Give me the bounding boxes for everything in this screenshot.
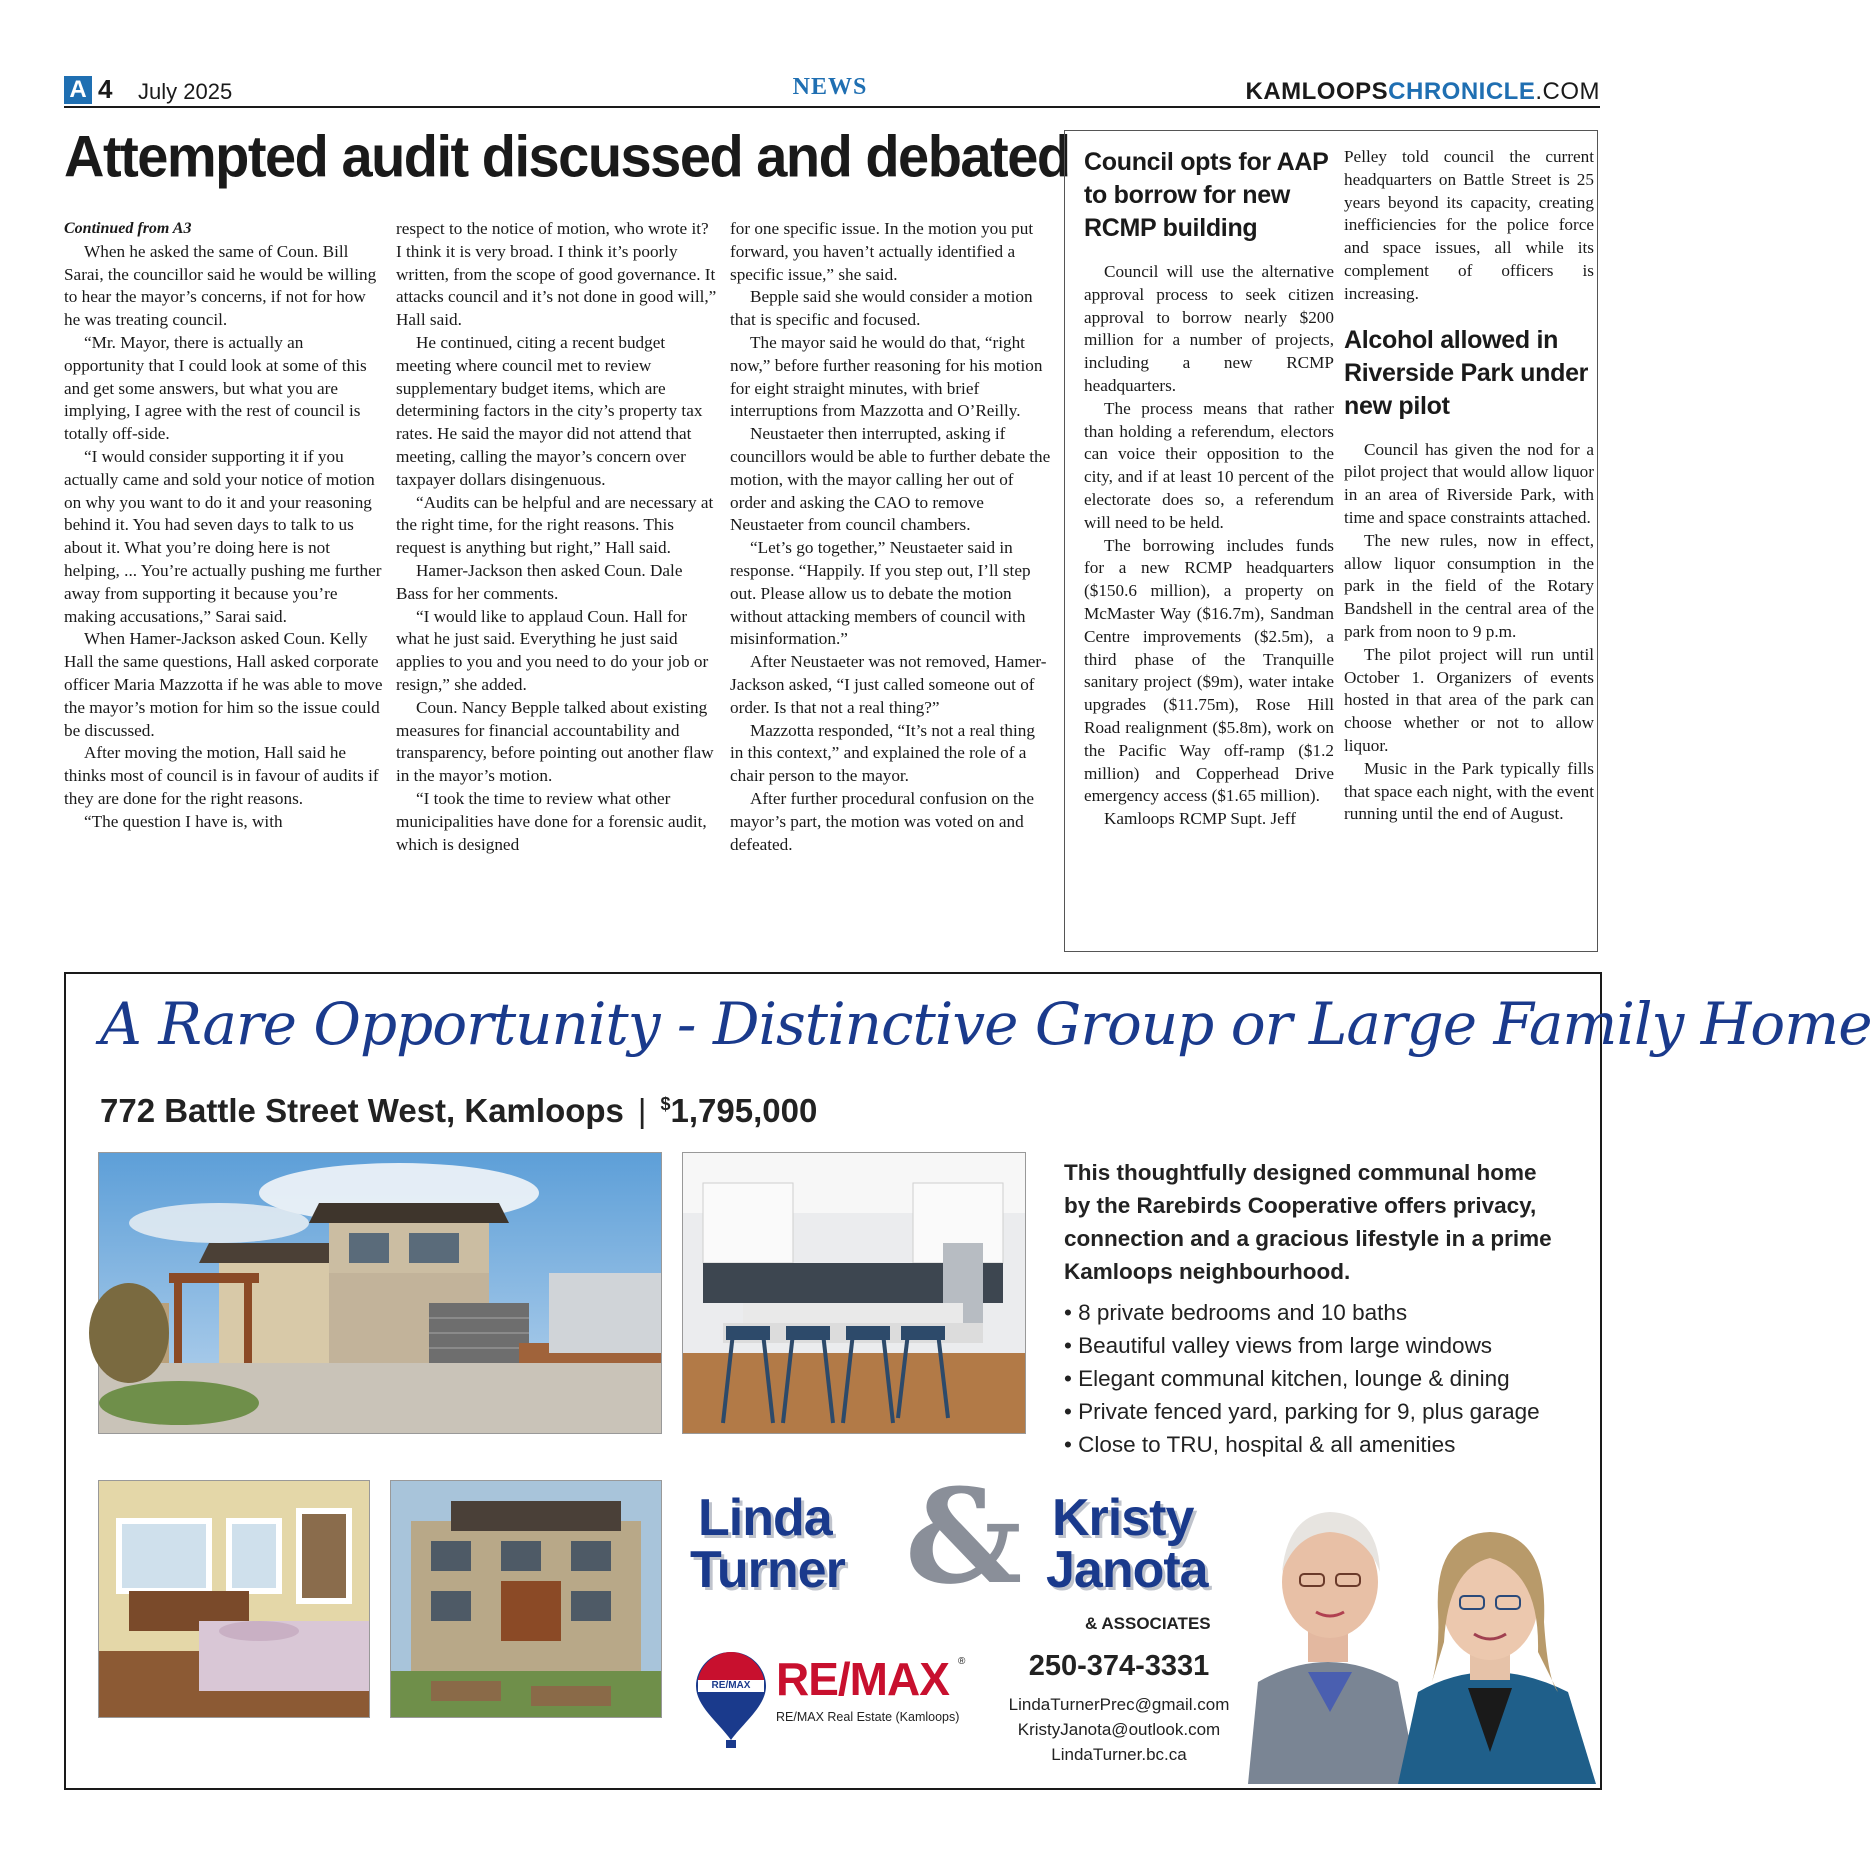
section-label: NEWS (792, 74, 868, 100)
brief-body-rcmp-cont (1344, 146, 1594, 306)
header-rule (64, 106, 1600, 108)
bedroom-image (99, 1481, 369, 1717)
paragraph: “I would consider supporting it if you actually came and sold your notice of motion on why you want to do it and your reasoning behind it. You had seven days to talk to us about it. What you’re doing here is not helping, ... You’re actually pushing me further away from supporting it because you’re making accusations,” Sarai said. (64, 446, 382, 626)
paragraph: Council has given the nod for a pilot project that would allow liquor in an area of Riverside Park, with time and space constraints attached. (1344, 439, 1594, 527)
paragraph: After Neustaeter was not removed, Hamer-Jackson asked, “I just called someone out of order. Is that not a real thing?” (730, 652, 1047, 717)
brief-headline-alcohol: Alcohol allowed in Riverside Park under new pilot (1344, 325, 1589, 420)
photo-bedroom (98, 1480, 370, 1718)
agent2-first-name: Kristy (1052, 1489, 1194, 1547)
col3-body (730, 218, 1052, 856)
paragraph: The pilot project will run until October 1. Organizers of events hosted in that area of the park can choose whether or not to allow liquor. (1344, 644, 1594, 755)
photo-kitchen (682, 1152, 1026, 1434)
ad-feature-list (1064, 1296, 1584, 1461)
paragraph: The borrowing includes funds for a new RCMP headquarters ($150.6 million), a property on McMaster Way ($16.7m), Sandman Centre improvements ($2.5m), a third phase of the Tranquille sanitary project ($9m), water intake upgrades ($11.75m), Rose Hill Road realignment ($5.8m), work on the Pacific Way off-ramp ($1.2 million) and Copperhead Drive emergency access ($1.65 million). (1084, 535, 1334, 806)
paragraph: Hamer-Jackson then asked Coun. Dale Bass for her comments. (396, 560, 683, 603)
remax-wordmark: RE/MAX (776, 1653, 949, 1705)
kitchen-image (683, 1153, 1025, 1433)
paragraph: After further procedural confusion on the mayor’s part, the motion was voted on and defeated. (730, 788, 1034, 854)
paragraph: respect to the notice of motion, who wrote it? I think it is very broad. I think it’s poorly written, from the scope of good governance. It attacks council and it’s not done in good will,” Hall said. (396, 219, 717, 330)
article-headline: Attempted audit discussed and debated (64, 123, 1070, 190)
col1-body (64, 241, 386, 834)
site-url-part2: CHRONICLE (1388, 78, 1536, 105)
paragraph: Mazzotta responded, “It’s not a real thing in this context,” and explained the role of a chair person to the mayor. (730, 720, 1035, 786)
remax-registered-mark: ® (958, 1656, 966, 1667)
ad-script-title: A Rare Opportunity - Distinctive Group or Large Family Home (100, 990, 1872, 1058)
paragraph: When he asked the same of Coun. Bill Sarai, the councillor said he would be willing to hear the mayor’s concerns, if not for how he was treating council. (64, 241, 377, 330)
photo-house-exterior (98, 1152, 662, 1434)
brief-body-alcohol (1344, 439, 1594, 827)
paragraph: “Audits can be helpful and are necessary at the right time, for the right reasons. This request is anything but right,” Hall said. (396, 492, 714, 558)
feature-item: • Elegant communal kitchen, lounge & dining (1064, 1362, 1584, 1395)
brief-column-2 (1344, 146, 1594, 826)
paragraph: After moving the motion, Hall said he thinks most of council is in favour of audits if they are done for the right reasons. (64, 743, 379, 808)
paragraph: Music in the Park typically fills that space each night, with the event running until the end of August. (1344, 758, 1594, 824)
agent1-first-name: Linda (698, 1489, 832, 1547)
col2-body (396, 218, 718, 856)
page-number: 4 (98, 74, 113, 104)
associates-label: & ASSOCIATES (1085, 1614, 1211, 1633)
agent-website[interactable]: LindaTurner.bc.ca (1051, 1745, 1187, 1764)
paragraph: Kamloops RCMP Supt. Jeff (1104, 809, 1296, 829)
photo-back-exterior (390, 1480, 662, 1718)
paragraph: “I would like to applaud Coun. Hall for what he just said. Everything he just said applies to you and you need to do your job or resign,” she added. (396, 606, 709, 694)
feature-item: • Beautiful valley views from large windows (1064, 1329, 1584, 1362)
paragraph: The new rules, now in effect, allow liquor consumption in the park in the field of the Rotary Bandshell in the central area of the park from noon to 9 p.m. (1344, 530, 1594, 641)
feature-item: • Close to TRU, hospital & all amenities (1064, 1428, 1584, 1461)
paragraph: Coun. Nancy Bepple talked about existing measures for financial accountability and transparency, before pointing out another flaw in the mayor’s motion. (396, 697, 714, 786)
agents-portrait-image (1248, 1462, 1596, 1784)
agents-ampersand: & (905, 1460, 1023, 1613)
brief-headline-rcmp: Council opts for AAP to borrow for new RCMP building (1084, 148, 1329, 242)
paragraph: Council will use the alternative approval process to seek citizen approval to borrow nearly $200 million for a number of projects, including a new RCMP headquarters. (1084, 262, 1334, 395)
paragraph: “I took the time to review what other municipalities have done for a forensic audit, which is designed (396, 788, 707, 854)
paragraph: He continued, citing a recent budget meeting where council met to review supplementary budget items, which are determining factors in the city’s property tax rates. He said the mayor did not attend that meeting, calling the mayor’s concern over taxpayer dollars disingenuous. (396, 332, 703, 489)
paragraph: Bepple said she would consider a motion that is specific and focused. (730, 287, 1033, 330)
site-url-part3: .COM (1535, 78, 1600, 105)
brief-body-rcmp (1084, 261, 1334, 831)
paragraph: “The question I have is, with (84, 811, 283, 831)
ad-address-line (100, 1092, 817, 1130)
article-column-2 (396, 218, 718, 856)
paragraph: “Let’s go together,” Neustaeter said in response. “Happily. If you step out, I’ll step out. Please allow us to debate the motion without attacking members of council with misinformation.” (730, 538, 1031, 649)
agent-contacts (984, 1692, 1254, 1767)
ad-address: 772 Battle Street West, Kamloops (100, 1092, 624, 1129)
remax-balloon-logo (694, 1650, 768, 1750)
email-linda[interactable]: LindaTurnerPrec@gmail.com (1008, 1695, 1230, 1714)
paragraph: When Hamer-Jackson asked Coun. Kelly Hall the same questions, Hall asked corporate officer Maria Mazzotta if he was able to move the mayor’s motion for him so the issue could be discussed. (64, 629, 383, 740)
continued-from: Continued from A3 (64, 220, 192, 237)
paragraph: Neustaeter then interrupted, asking if councillors would be able to further debate the motion, with the mayor calling her out of order and asking the CAO to remove Neustaeter from council chambers. (730, 424, 1051, 535)
balloon-label: RE/MAX (711, 1680, 751, 1691)
article-column-3 (730, 218, 1052, 856)
ad-price: 1,795,000 (670, 1092, 818, 1129)
paragraph: The process means that rather than holding a referendum, electors can voice their opposition to the city, and if at least 10 percent of the electorate does so, a referendum will need to be held. (1084, 398, 1334, 532)
remax-office: RE/MAX Real Estate (Kamloops) (776, 1710, 960, 1724)
ad-description: This thoughtfully designed communal home by the Rarebirds Cooperative offers privacy, connection and a gracious lifestyle in a prime Kamloops neighbourhood. (1064, 1160, 1552, 1284)
article-column-1 (64, 218, 386, 834)
paragraph: “Mr. Mayor, there is actually an opportunity that I could look at some of this and get some answers, but what you are implying, I agree with the rest of council is totally off-side. (64, 332, 367, 444)
house-exterior-image (99, 1153, 661, 1433)
price-symbol: $ (660, 1094, 671, 1114)
feature-item: • Private fenced yard, parking for 9, plus garage (1064, 1395, 1584, 1428)
agents-photo (1248, 1462, 1596, 1784)
brief-column-1 (1084, 146, 1334, 831)
ad-separator: | (637, 1092, 647, 1129)
email-kristy[interactable]: KristyJanota@outlook.com (1017, 1720, 1221, 1739)
page-section-badge: A (64, 76, 92, 104)
agent2-last-name: Janota (1046, 1541, 1208, 1599)
paragraph: Pelley told council the current headquarters on Battle Street is 25 years beyond its capacity, creating inefficiencies for the police force and space issues, all while its complement of officers is increasing. (1344, 147, 1594, 303)
paragraph: for one specific issue. In the motion you put forward, you haven’t actually identified a specific issue,” she said. (730, 219, 1034, 284)
agent1-last-name: Turner (690, 1541, 845, 1599)
issue-date: July 2025 (138, 79, 233, 104)
balloon-icon (694, 1650, 768, 1750)
back-exterior-image (391, 1481, 661, 1717)
site-url-part1: KAMLOOPS (1245, 78, 1389, 105)
agent-phone[interactable]: 250-374-3331 (1028, 1650, 1210, 1682)
feature-item: • 8 private bedrooms and 10 baths (1064, 1296, 1584, 1329)
paragraph: The mayor said he would do that, “right now,” before further reasoning for his motion for eight straight minutes, with brief interruptions from Mazzotta and O’Reilly. (730, 332, 1043, 421)
site-url[interactable] (1245, 78, 1600, 106)
